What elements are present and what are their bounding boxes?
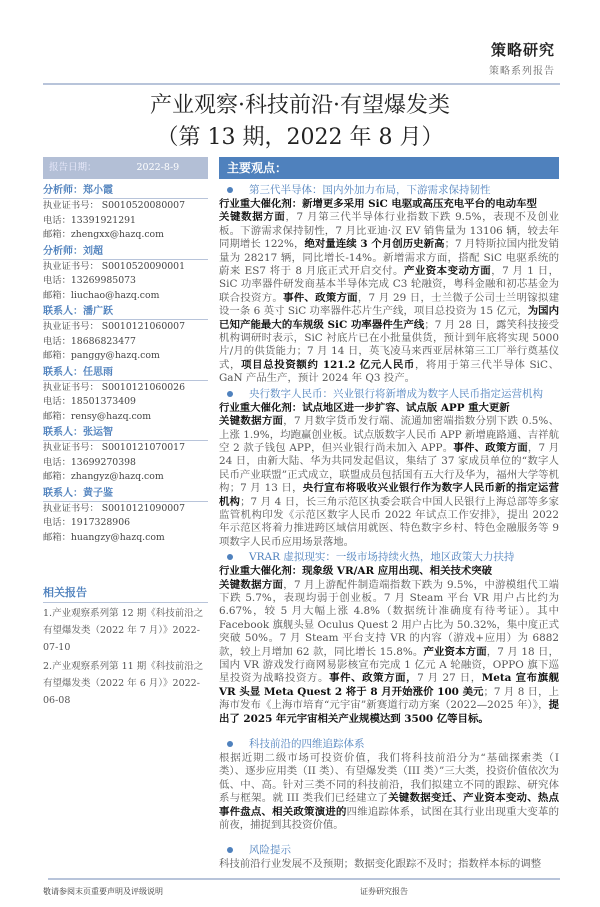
section-heading-text: VRAR 虚拟现实：一级市场持续火热，地区政策大力扶持: [249, 551, 515, 564]
section-heading: [219, 549, 559, 565]
contact-name: 联系人：潘广跃: [43, 303, 208, 320]
contact-name: 联系人：黄子鉴: [43, 485, 208, 502]
body-text: 四维追踪体系，试图在其行业出现重大变革的前夜，捕捉到其投资价值。: [219, 805, 560, 832]
footer-divider: [48, 878, 560, 880]
related-report-link[interactable]: 1.产业观察系列第 12 期《科技前沿之有望爆发类（2022 年 7 月）》2022-07-10: [43, 608, 204, 653]
contact-name: 联系人：张运智: [43, 424, 208, 441]
bullet-icon: [227, 554, 233, 560]
report-date-value: 2022-8-9: [136, 162, 180, 173]
license-number: 执业证书号： S0010121070017: [43, 442, 185, 453]
highlight-text: 事件、政策方面，: [329, 672, 418, 685]
section-paragraph: [219, 402, 559, 549]
section-paragraph: [219, 858, 559, 871]
highlight-text: 关键数据方面: [219, 578, 284, 591]
email-address[interactable]: 邮箱：liuchao@hazq.com: [43, 289, 160, 301]
report-date-bar: [43, 157, 208, 179]
body-text: ，7 月上游配件制造端指数下跌为 9.5%，中游模组代工端下跌 5.7%，表现均弱于创业板。7 月 Steam 平台 VR 用户占比约为 6.67%，较 5 月大幅上涨 4.8%（数据统计准确度有待考证）。其中 Facebook 旗舰头显 Oculus Quest 2 用户占比为 50.32%，集中度正式突破 50%。7 月 Steam 平台支持 VR 的内容（游戏+应用）为 6882 款，较上月增加 62 款，同比增长 15.8%。: [219, 578, 559, 658]
contact-name: 分析师：郑小霞: [43, 182, 208, 199]
license-number: 执业证书号： S0010520090001: [43, 260, 185, 272]
header-divider: [43, 83, 560, 85]
section: [219, 726, 559, 832]
body-text: ，7 月数字货币发行端、流通加密端指数分别下跌 0.5%、上涨 1.9%，均跑赢创业板。试点版数字人民币 APP 新增鹿路通、吉祥航空 2 款子钱包 APP，但兴业银行尚未加入 APP。: [219, 415, 559, 454]
related-reports-heading: 相关报告: [43, 585, 208, 603]
section-paragraph: [219, 752, 559, 832]
section-heading: [219, 842, 559, 858]
section: [219, 832, 559, 871]
contact-block: [43, 243, 208, 304]
phone-number: 电话：18501373409: [43, 396, 136, 407]
bullet-icon: [227, 187, 233, 193]
main-points-body: [219, 182, 559, 872]
body-text: 科技前沿行业发展不及预期；数据变化跟踪不及时；指数样本标的调整: [219, 858, 542, 871]
body-text: ，7 月 18 日，国内 VR 游戏发行商网易影核宣布完成 1 亿元 A 轮融资，OPPO 旗下巡星投资为战略投资方。: [219, 645, 560, 685]
body-text: ，7 月 24 日，由新大陆、华为共同发起倡议，集结了 37 家成员单位的“数字人民币产业联盟”正式成立，联盟成员包括国有五大行及华为，福州大学等机构；7 月 13 日，: [219, 441, 560, 495]
section-spacer: [219, 832, 559, 842]
highlight-text: 为国内已知产能最大的车规级 SiC 功率器件生产线: [219, 305, 559, 331]
body-text: ，7 月 1 日，SiC 功率器件研发商基本半导体完成 C3 轮融资，粤科金融和初芯基金为联合投资方。: [219, 265, 559, 304]
contact-name: 联系人：任思雨: [43, 364, 208, 381]
report-subtitle: （第 13 期，2022 年 8 月）: [156, 125, 444, 150]
body-text: 根据近期二级市场可投资价值，我们将科技前沿分为“基础探索类（I 类）、逐步应用类（II 类）、有望爆发类（III 类）”三大类，投资价值依次为低、中、高。针对三类不同的科技前沿，我们拟建立不同的跟踪、研究体系与框架。就 III 类我们已经建立了: [219, 752, 559, 805]
license-number: 执业证书号： S0010121060007: [43, 321, 185, 332]
section-heading-text: 第三代半导体：国内外加力布局，下游需求保持韧性: [249, 184, 491, 196]
section: [219, 386, 559, 549]
highlight-text: 绝对量连续 3 个月创历史新高: [304, 238, 445, 251]
contact-block: [43, 424, 208, 485]
contact-block: [43, 182, 208, 243]
highlight-text: 项目总投资额约 121.2 亿元人民币: [241, 358, 415, 371]
report-title: 产业观察·科技前沿·有望爆发类: [150, 93, 450, 118]
section-spacer: [219, 726, 559, 736]
report-date-label: 报告日期：: [49, 162, 97, 173]
highlight-text: 产业资本变动方面: [403, 265, 492, 278]
highlight-text: 关键数据方面: [219, 211, 286, 224]
email-address[interactable]: 邮箱：panggy@hazq.com: [43, 350, 160, 361]
phone-number: 电话：1917328906: [43, 517, 131, 528]
industry-catalyst: 行业重大催化剂：现象级 VR/AR 应用出现、相关技术突破: [219, 565, 493, 578]
body-text: ；7 月 4 日，长三角示范区执委会联合中国人民银行上海总部等多家监管机构印发《示范区数字人民币 2022 年试点工作安排》，提出 2022 年示范区将着力推进跨区域信用就医、特色数字乡村、特色金融服务等 9 项数字人民币应用场景落地。: [219, 495, 559, 548]
related-report-link[interactable]: 2.产业观察系列第 11 期《科技前沿之有望爆发类（2022 年 6 月）》2022-06-08: [43, 661, 204, 706]
section-heading: [219, 386, 559, 402]
bullet-icon: [227, 847, 233, 853]
body-text: ，将用于第三代半导体 SiC、GaN 产品生产，预计 2024 年 Q3 投产。: [219, 358, 559, 385]
license-number: 执业证书号： S0010520080007: [43, 200, 185, 211]
body-text: ；7 月 28 日，露笑科技接受机构调研时表示，SiC 衬底片已在小批量供货，预计到年底将实现 5000 片/月的供货能力；7 月 14 日，英飞凌马来西亚居林第三工厂举行奠基仪式，: [219, 318, 559, 371]
main-points-heading: 主要观点：: [219, 157, 559, 179]
email-address[interactable]: 邮箱：rensy@hazq.com: [43, 410, 152, 422]
section-heading-text: 科技前沿的四维追踪体系: [249, 738, 365, 751]
section-heading: [219, 736, 559, 752]
section-paragraph: [219, 198, 559, 386]
footer-disclaimer: 敬请参阅末页重要声明及评级说明: [43, 887, 163, 896]
phone-number: 电话：13699270398: [43, 456, 136, 468]
contact-block: [43, 485, 208, 546]
brand-title: 策略研究: [490, 41, 555, 59]
industry-catalyst: 行业重大催化剂：新增更多采用 SiC 电驱或高压充电平台的电动车型: [219, 198, 537, 210]
contact-name: 分析师：刘超: [43, 243, 208, 260]
highlight-text: 产业资本方面: [423, 645, 487, 658]
body-text: ，7 月第三代半导体行业指数下跌 9.5%，表现不及创业板。下游需求保持韧性，7 月比亚迪·汉 EV 销售量为 13106 辆，较去年同期增长 122%，: [219, 211, 559, 251]
section-paragraph: [219, 565, 559, 726]
highlight-text: 关键数据方面: [219, 415, 284, 428]
body-text: ，7 月 29 日，士兰微子公司士兰明镓拟建设一条 6 英寸 SiC 功率器件芯片生产线，项目总投资为 15 亿元，: [219, 291, 559, 318]
contact-block: [43, 303, 208, 364]
highlight-text: 提出了 2025 年元宇宙相关产业规模达到 3500 亿等目标。: [219, 699, 559, 725]
body-text: ；7 月 8 日，上海市发布《上海市培育“元宇宙”新赛道行动方案（2022—2025 年）》，: [219, 685, 559, 712]
analyst-sidebar: [43, 182, 208, 709]
email-address[interactable]: 邮箱：zhengxx@hazq.com: [43, 229, 164, 240]
highlight-text: 央行宣布将吸收兴业银行作为数字人民币新的指定运营机构: [219, 482, 559, 508]
bullet-icon: [227, 741, 233, 747]
highlight-text: 事件、政策方面: [453, 441, 528, 454]
license-number: 执业证书号： S0010121060026: [43, 381, 185, 393]
highlight-text: 关键数据变迁、产业资本变动、热点事件盘点、相关政策演进的: [219, 792, 559, 818]
body-text: 7 月 27 日，: [417, 672, 482, 685]
license-number: 执业证书号： S0010121090007: [43, 502, 185, 514]
phone-number: 电话：13269985073: [43, 275, 136, 286]
phone-number: 电话：18686823477: [43, 335, 136, 347]
section: [219, 549, 559, 726]
footer-report-type: 证券研究报告: [360, 887, 408, 896]
section: [219, 182, 559, 386]
section-heading: [219, 182, 559, 198]
email-address[interactable]: 邮箱：huangzy@hazq.com: [43, 531, 165, 543]
bullet-icon: [227, 391, 233, 397]
highlight-text: Meta 宣布旗舰 VR 头显 Meta Quest 2 将于 8 月开始涨价 100 美元: [219, 672, 560, 698]
industry-catalyst: 行业重大催化剂：试点地区进一步扩容、试点版 APP 重大更新: [219, 401, 510, 414]
series-label: 策略系列报告: [489, 66, 555, 77]
email-address[interactable]: 邮箱：zhangyz@hazq.com: [43, 471, 164, 482]
highlight-text: 事件、政策方面: [283, 291, 358, 304]
section-heading-text: 央行数字人民币：兴业银行将新增成为数字人民币指定运营机构: [249, 387, 543, 400]
body-text: ；7 月特斯拉国内批发销量为 28217 辆，同比增长-14%。新增需求方面，搭配 SiC 电驱系统的蔚来 ES7 将于 8 月底正式开启交付。: [219, 238, 559, 278]
phone-number: 电话：13391921291: [43, 214, 136, 226]
contact-block: [43, 364, 208, 425]
section-heading-text: 风险提示: [249, 844, 291, 857]
